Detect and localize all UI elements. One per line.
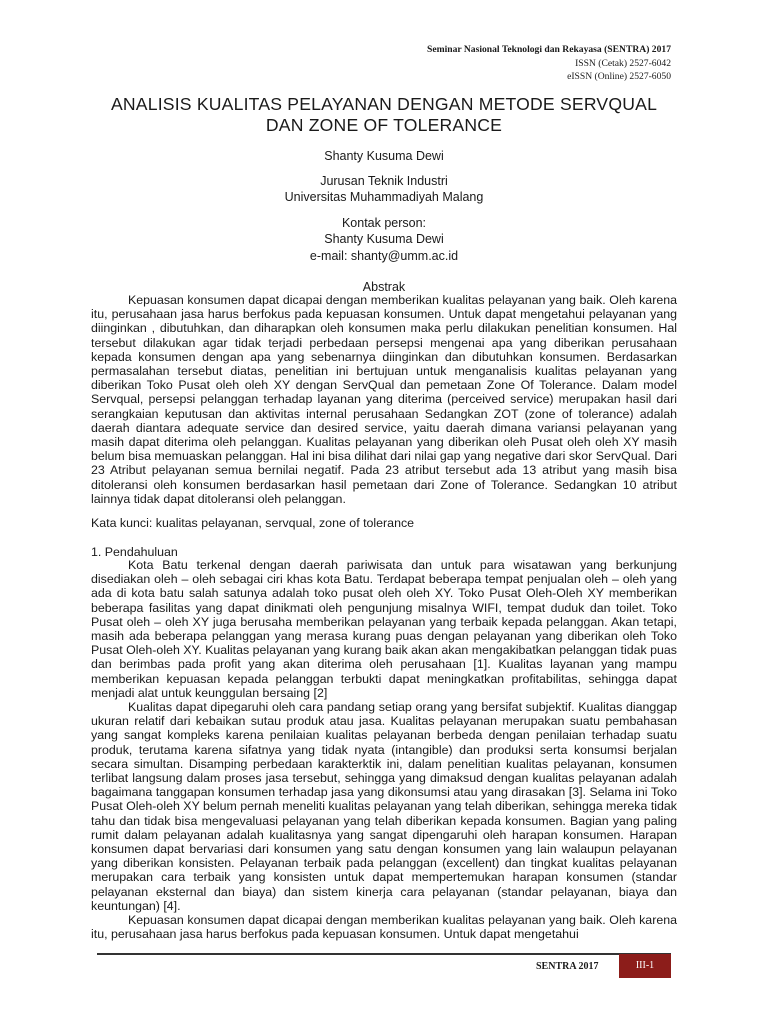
intro-paragraph-2: Kualitas dapat dipegaruhi oleh cara pandang setiap orang yang bersifat subjektif. Kualitas dianggap ukuran relatif dari kebaikan sutau produk atau jasa. Kualitas pelayanan merupakan suatu pembahasan yang sangat kompleks karena penilaian kualitas pelayanan berbeda dengan penilaian terhadap suatu produk, terutama karena sifatnya yang tidak nyata (intangible) dan produksi serta konsumsi berjalan secara simultan. Disamping perbedaan karakterktik ini, dalam penelitian kualitas pelayanan, konsumen terlibat langsung dalam proses jasa tersebut, sehingga yang dimaksud dengan kualitas pelayanan adalah bagaimana tanggapan konsumen terhadap jasa yang dikonsumsi atau yang dirasakan [3]. Selama ini Toko Pusat Oleh-oleh XY belum pernah meneliti kualitas pelayanan yang telah diberikan, sehingga mereka tidak tahu dan tidak bisa mengevaluasi pelayanan yang telah diberikan kepada konsumen. Bagian yang paling rumit dalam pelayanan adalah kualitasnya yang sangat dipengaruhi oleh harapan konsumen. Harapan konsumen dapat bervariasi dari konsumen yang satu dengan konsumen yang lain walaupun pelayanan yang diberikan konsisten. Pelayanan terbaik pada pelanggan (excellent) dan tingkat kualitas pelayanan merupakan cara terbaik yang konsisten untuk dapat mempertemukan harapan konsumen (standar pelayanan eksternal dan biaya) dan sistem kinerja cara pelayanan (standar pelayanan, biaya dan keuntungan) [4]. [91, 700, 677, 913]
author-name: Shanty Kusuma Dewi [324, 149, 444, 163]
footer-rule [97, 953, 671, 955]
abstract-text [91, 293, 677, 506]
footer-label: SENTRA 2017 [536, 961, 599, 972]
introduction-body [91, 558, 677, 941]
intro-paragraph-1: Kota Batu terkenal dengan daerah pariwisata dan untuk para wisatawan yang berkunjung disediakan oleh – oleh sebagai ciri khas kota Batu. Terdapat beberapa tempat penjualan oleh – oleh yang ada di kota batu salah satunya adalah toko pusat oleh oleh XY. Toko Pusat Oleh-Oleh XY memberikan beberapa fasilitas yang dapat dinikmati oleh pengunjung misalnya WIFI, tempat duduk dan toilet. Toko Pusat oleh – oleh XY juga berusaha memberikan pelayanan yang terbaik kepada pelanggan. Akan tetapi, masih ada beberapa pelanggan yang merasa kurang puas dengan pelayanan yang diberikan oleh Toko Pusat Oleh-oleh XY. Kualitas pelayanan yang kurang baik akan akan mengakibatkan pelanggan tidak puas dan berimbas pada profit yang akan diterima oleh perusahaan [1]. Kualitas layanan yang mampu memberikan kepuasan kepada pelanggan terbukti dapat meningkatkan profitabilitas, sehingga dapat menjadi alat untuk keunggulan bersaing [2] [91, 558, 677, 700]
page-number: III-1 [635, 960, 655, 971]
abstract-heading: Abstrak [362, 280, 406, 294]
contact-email: e-mail: shanty@umm.ac.id [309, 248, 459, 263]
contact-name: Shanty Kusuma Dewi [324, 232, 444, 246]
contact-label: Kontak person: [341, 215, 427, 230]
author-department: Jurusan Teknik Industri [320, 173, 448, 188]
keywords: Kata kunci: kualitas pelayanan, servqual, zone of tolerance [91, 516, 415, 530]
paper-title-line-1: ANALISIS KUALITAS PELAYANAN DENGAN METODE SERVQUAL [110, 94, 658, 114]
abstract-paragraph: Kepuasan konsumen dapat dicapai dengan memberikan kualitas pelayanan yang baik. Oleh karena itu, perusahaan jasa harus berfokus pada kepuasan konsumen. Untuk dapat mengetahui pelayanan yang diinginkan , dibutuhkan, dan diharapkan oleh konsumen maka perlu dilakukan penelitian konsumen. Hal tersebut dilakukan agar tidak terjadi perbedaan persepsi mengenai apa yang diberikan perusahaan kepada konsumen dengan apa yang sebenarnya diinginkan dan dibutuhkan konsumen. Berdasarkan permasalahan tersebut diatas, penelitian ini bertujuan untuk menganalisis kualitas pelayanan yang diberikan Toko Pusat oleh oleh XY dengan ServQual dan pemetaan Zone Of Tolerance. Dalam model Servqual, persepsi pelanggan terhadap layanan yang diterima (perceived service) merupakan hasil dari serangkaian keputusan dan aktivitas internal perusahaan Sedangkan ZOT (zone of tolerance) adalah daerah diantara adequate service dan desired service, yaitu daerah dimana variansi pelayanan yang masih dapat diterima oleh pelanggan. Kualitas pelayanan yang diberikan oleh Pusat oleh oleh XY masih belum bisa memuaskan pelanggan. Hal ini bisa dilihat dari nilai gap yang negative dari skor ServQual. Dari 23 Atribut pelayanan semua bernilai negatif. Pada 23 atribut tersebut ada 13 atribut yang masih bisa ditoleransi oleh konsumen berdasarkan hasil pemetaan dari Zone of Tolerance. Sedangkan 10 atribut lainnya tidak dapat ditoleransi oleh pelanggan. [91, 293, 677, 506]
paper-title-line-2: DAN ZONE OF TOLERANCE [265, 115, 503, 135]
section-heading: 1. Pendahuluan [91, 545, 178, 559]
author-university: Universitas Muhammadiyah Malang [284, 190, 484, 204]
issn-online: eISSN (Online) 2527-6050 [567, 71, 671, 82]
author-block [90, 148, 678, 264]
page-number-box [619, 954, 671, 978]
conference-name: Seminar Nasional Teknologi dan Rekayasa (SENTRA) 2017 [427, 44, 671, 55]
intro-paragraph-3: Kepuasan konsumen dapat dicapai dengan memberikan kualitas pelayanan yang baik. Oleh karena itu, perusahaan jasa harus berfokus pada kepuasan konsumen. Untuk dapat mengetahui [91, 913, 677, 942]
issn-print: ISSN (Cetak) 2527-6042 [575, 57, 671, 69]
paper-title [80, 94, 688, 136]
conference-header [427, 43, 671, 84]
